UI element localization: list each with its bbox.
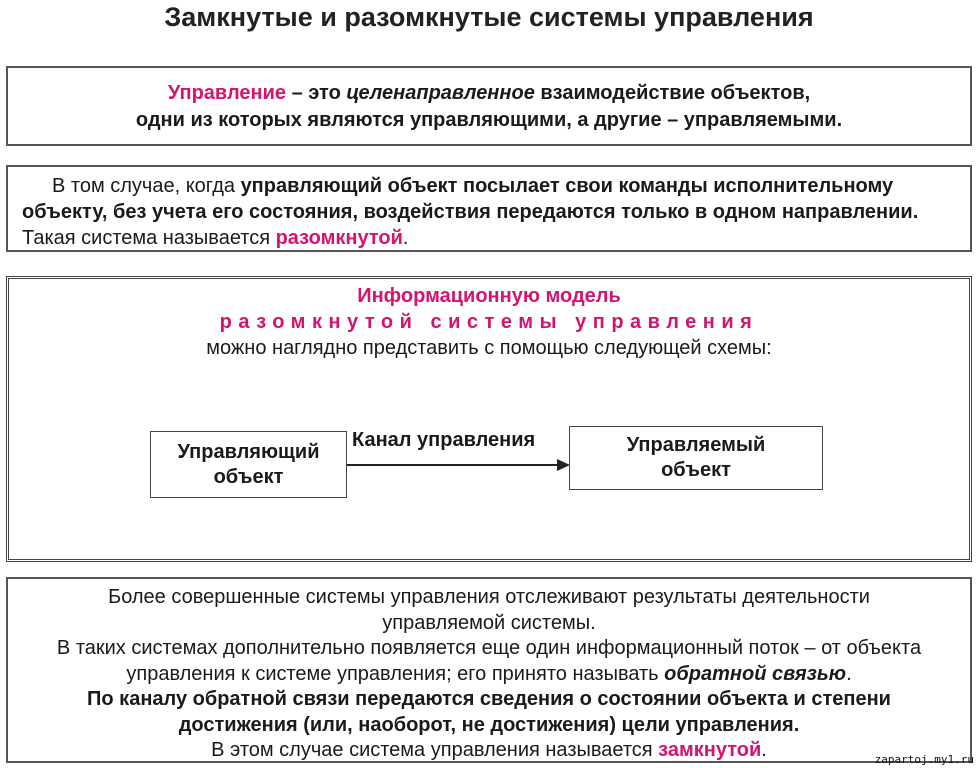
closed-system-feedback-text: В таких системах дополнительно появляется еще один информационный поток – от объекта управления к системе управления; его принято называть bbox=[56, 637, 922, 685]
control-channel-label: Канал управления bbox=[352, 429, 536, 451]
model-heading-3: можно наглядно представить с помощью следующей схемы: bbox=[206, 337, 772, 359]
controller-label: Управляющий объект bbox=[177, 440, 320, 488]
control-channel-arrow bbox=[347, 455, 572, 475]
definition-rest: взаимодействие объектов, bbox=[534, 82, 811, 104]
open-system-box bbox=[6, 165, 972, 252]
open-system-term: разомкнутой bbox=[275, 227, 403, 249]
definition-line-1 bbox=[8, 80, 970, 107]
controlled-node bbox=[569, 426, 823, 490]
closed-system-feedback-end: . bbox=[846, 662, 852, 685]
model-heading-2: разомкнутой системы управления bbox=[219, 311, 759, 333]
closed-system-line-3: По каналу обратной связи передаются сведения о состоянии объекта и степени достижения (или, наоборот, не достижения) цели управления. bbox=[87, 688, 891, 736]
closed-system-box bbox=[6, 577, 972, 763]
definition-dash: – это bbox=[286, 82, 347, 104]
closed-system-line-2 bbox=[8, 636, 970, 687]
open-system-intro: В том случае, когда bbox=[52, 175, 241, 197]
closed-system-conclusion: В этом случае система управления называется bbox=[211, 739, 659, 761]
page-title: Замкнутые и разомкнутые системы управления bbox=[164, 2, 814, 32]
model-box bbox=[6, 276, 972, 562]
open-system-end: . bbox=[402, 227, 409, 249]
definition-box bbox=[6, 66, 972, 146]
controller-node bbox=[150, 431, 347, 498]
closed-system-line-1: Более совершенные системы управления отслеживают результаты деятельности управляемой системы. bbox=[108, 586, 870, 634]
closed-system-line-4 bbox=[8, 738, 970, 764]
closed-system-end: . bbox=[761, 739, 767, 761]
open-system-bold: управляющий объект посылает свои команды исполнительному объекту, без учета его состояния, воздействия передаются только в одном направлении. bbox=[22, 175, 919, 223]
open-system-paragraph bbox=[22, 173, 964, 251]
open-system-rest: Такая система называется bbox=[22, 227, 276, 249]
closed-system-feedback-term: обратной связью bbox=[664, 662, 847, 685]
watermark: zapartoj.my1.ru bbox=[874, 753, 974, 766]
closed-system-term: замкнутой bbox=[658, 739, 762, 761]
definition-term: Управление bbox=[167, 82, 287, 104]
controlled-label: Управляемый объект bbox=[626, 434, 766, 481]
model-heading-1: Информационную модель bbox=[357, 285, 621, 307]
definition-line-2: одни из которых являются управляющими, а другие – управляемыми. bbox=[135, 109, 843, 131]
definition-italic: целенаправленное bbox=[346, 82, 535, 104]
